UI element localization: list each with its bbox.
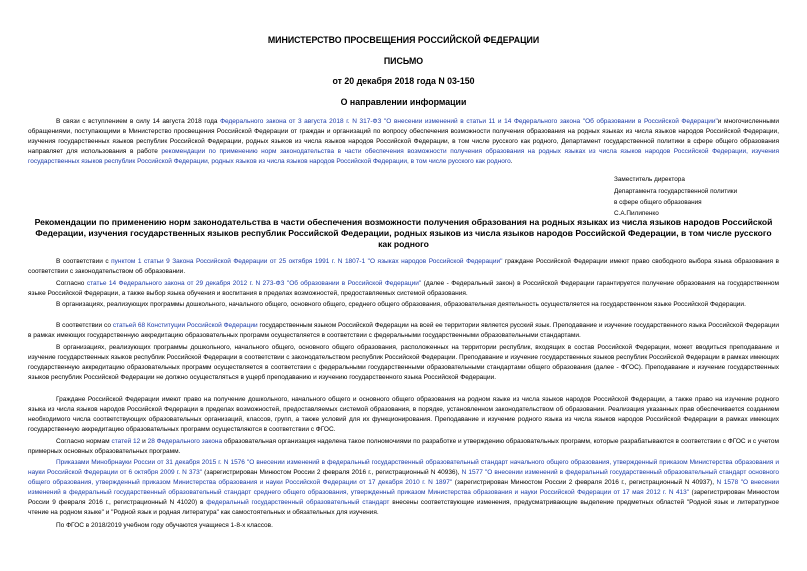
paragraph-text: (зарегистрирован Минюстом России 2 февраля 2016 г., регистрационный N 40936), bbox=[202, 469, 462, 476]
rec-paragraph-3 bbox=[28, 300, 779, 310]
document-link[interactable]: статей 12 bbox=[111, 438, 141, 445]
paragraph-text: Согласно нормам bbox=[56, 438, 112, 445]
paragraph-text: образовательная организация наделена такое полномочиями по разработке и утверждению образовательных программ, которые разрабатываются в соответствии с ФГОС и с учетом примерных основных образовательных программ. bbox=[28, 438, 780, 455]
document-link[interactable]: федеральный государственный образовательный стандарт bbox=[206, 499, 390, 506]
letter-paragraph bbox=[28, 117, 779, 167]
paragraph-text: В соответствии со bbox=[56, 322, 113, 329]
paragraph-text: В организациях, реализующих программы дошкольного, начального общего, основного общего, среднего общего образования, образовательная деятельность осуществляется на государственном языке Российской Федерации. bbox=[56, 301, 746, 308]
paragraph-text: и многочисленными обращениями, поступающими в Министерство просвещения Российской Федерации от граждан и организаций по вопросу обеспечения возможности получения образования на родных языках из числа языков народов Российской Федерации, изучения государственных языков республик Российской Федерации, родных языков из числа языков народов Российской Федерации, в том числе русского как родного, Департамент государственной политики в сфере общего образования направляет для использования в работе bbox=[28, 118, 779, 155]
paragraph-text: Граждане Российской Федерации имеют право на получение дошкольного, начального общего и основного общего образования на родном языке из числа языков народов Российской Федерации, а также право на изучение родного языка из числа языков народов Российской Федерации в пределах возможностей, предоставляемых системой образования, в порядке, установленном законодательством об образовании. Реализация указанных прав обеспечивается созданием необходимого числа соответствующих образовательных организаций, классов, групп, а также условий для их функционирования. Преподавание и изучение родного языка из числа языков народов Российской Федерации в рамках имеющих государственную аккредитацию образовательных программ осуществляются в соответствии с ФГОС. bbox=[28, 396, 779, 433]
paragraph-text: Согласно bbox=[56, 280, 87, 287]
document-link[interactable]: пунктом 1 статьи 9 Закона Российской Федерации от 25 октября 1991 г. N 1807-1 "О языках народов Российской Федерации" bbox=[111, 258, 503, 265]
subject-heading: О направлении информации bbox=[340, 97, 467, 107]
rec-paragraph-7 bbox=[28, 437, 779, 457]
signature-title: Заместитель директора bbox=[614, 176, 685, 183]
document-link[interactable]: Приказами Минобрнауки России от 31 декабря 2015 г. N 1576 "О внесении изменений в федеральный государственный образовательный стандарт начального общего образования, утвержденный приказом Министерства образования и науки Российской Федерации от 6 октября 2009 г. N 373" bbox=[28, 459, 779, 476]
ministry-heading: МИНИСТЕРСТВО ПРОСВЕЩЕНИЯ РОССИЙСКОЙ ФЕДЕРАЦИИ bbox=[267, 35, 540, 45]
rec-paragraph-6 bbox=[28, 395, 779, 435]
signature-name: С.А.Пилипенко bbox=[614, 210, 659, 217]
document-link[interactable]: Федерального закона от 3 августа 2018 г. N 317-ФЗ "О внесении изменений в статьи 11 и 14 Федерального закона "Об образовании в Российской Федерации" bbox=[220, 118, 718, 125]
document-link[interactable]: 28 Федерального закона bbox=[147, 438, 223, 445]
paragraph-text: государственным языком Российской Федерации на всей ее территории является русский язык. Преподавание и изучение государственного языка Российской Федерации в рамках имеющих государственную аккредитацию образовательных программ осуществляется в соответствии с федеральными государственными образовательными стандартами. bbox=[28, 322, 779, 339]
document-link[interactable]: рекомендации по применению норм законодательства в части обеспечения возможности получения образования на родных языках из числа языков народов Российской Федерации, изучения государственных языков республик Российской Федерации, родных языков из числа языков народов Российской Федерации, в том числе русского как родного bbox=[28, 148, 779, 165]
document-link[interactable]: N 1578 "О внесении изменений в федеральный государственный образовательный стандарт среднего общего образования, утвержденный приказом Министерства образования и науки Российской Федерации от 17 мая 2012 г. N 413" bbox=[28, 479, 780, 496]
paragraph-text: В связи с вступлением в силу 14 августа 2018 года bbox=[56, 118, 221, 125]
paragraph-text: В соответствии с bbox=[56, 258, 112, 265]
date-number-heading: от 20 декабря 2018 года N 03-150 bbox=[332, 76, 475, 86]
paragraph-text: граждане Российской Федерации имеют право свободного выбора языка образования в соответствии с законодательством об образовании. bbox=[28, 258, 780, 275]
rec-paragraph-4 bbox=[28, 321, 779, 341]
paragraph-text: и bbox=[140, 438, 148, 445]
rec-paragraph-2 bbox=[28, 279, 779, 299]
rec-paragraph-8 bbox=[28, 458, 779, 518]
recommendations-title: Рекомендации по применению норм законодательства в части обеспечения возможности получения образования на родных языках из числа языков народов Российской Федерации, изучения государственных языков республик Российской Федерации, родных языков из числа языков народов Российской Федерации, в том числе русского как родного bbox=[34, 217, 773, 249]
document-link[interactable]: статье 14 Федерального закона от 29 декабря 2012 г. N 273-ФЗ "Об образовании в Российской Федерации" bbox=[86, 280, 422, 287]
paragraph-text: (далее - Федеральный закон) в Российской Федерации гарантируется получение образования на государственном языке Российской Федерации, а также выбор языка обучения и воспитания в пределах возможностей, предоставляемых системой образования. bbox=[28, 280, 779, 297]
rec-paragraph-5 bbox=[28, 343, 779, 383]
signature-department: Департамента государственной политики bbox=[614, 188, 738, 195]
paragraph-text: . bbox=[510, 158, 513, 165]
paragraph-text: По ФГОС в 2018/2019 учебном году обучаются учащиеся 1-8-х классов. bbox=[56, 522, 273, 529]
paragraph-text: (зарегистрирован Минюстом России 2 февраля 2016 г., регистрационный N 40937), bbox=[452, 479, 717, 486]
paragraph-text: внесены соответствующие изменения, предусматривающие выделение предметных областей "Родной язык и литературное чтение на родном языке" и "Родной язык и родная литература" как самостоятельных и обязательных для изучения. bbox=[28, 499, 780, 516]
doc-type-heading: ПИСЬМО bbox=[383, 56, 424, 66]
paragraph-text: В организациях, реализующих программы дошкольного, начального общего, основного общего образования, расположенных на территории республик, входящих в состав Российской Федерации, может вводиться преподавание и изучение государственных языков республик Российской Федерации в соответствии с законодательством республик Российской Федерации. Преподавание и изучение государственных языков республик Российской Федерации в рамках имеющих государственную аккредитацию образовательных программ осуществляется в соответствии с федеральными государственными образовательными стандартами общего образования (далее - ФГОС). Преподавание и изучение государственных языков республик Российской Федерации не должно осуществляться в ущерб преподаванию и изучению государственного языка Российской Федерации. bbox=[28, 344, 779, 381]
signature-sphere: в сфере общего образования bbox=[614, 199, 702, 206]
rec-paragraph-9 bbox=[28, 521, 779, 531]
rec-paragraph-1 bbox=[28, 257, 779, 277]
document-link[interactable]: статьей 68 Конституции Российской Федерации bbox=[112, 322, 258, 329]
paragraph-text: (зарегистрирован Минюстом России 9 февраля 2016 г., регистрационный N 41020) в bbox=[28, 489, 779, 506]
document-link[interactable]: N 1577 "О внесении изменений в федеральный государственный образовательный стандарт основного общего образования, утвержденный приказом Министерства образования и науки Российской Федерации от 17 декабря 2010 г. N 1897" bbox=[28, 469, 779, 486]
